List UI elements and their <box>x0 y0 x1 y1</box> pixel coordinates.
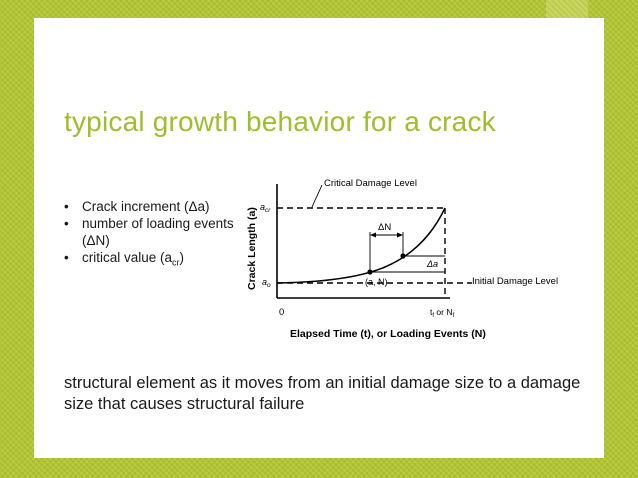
x-axis-label: Elapsed Time (t), or Loading Events (N) <box>290 328 486 340</box>
delta-n-label: ΔN <box>378 222 392 233</box>
slide-caption: structural element as it moves from an initial damage size to a damage size that causes structural failure <box>64 374 581 413</box>
bullet-item-loading-events: • number of loading events (ΔN) <box>64 215 234 249</box>
crack-growth-diagram <box>240 172 580 347</box>
origin-label: 0 <box>279 307 285 318</box>
y-axis-label: Crack Length (a) <box>246 207 258 290</box>
critical-damage-level-label: Critical Damage Level <box>324 178 417 189</box>
delta-n-arrowhead-left <box>370 233 376 238</box>
bullet-item-critical-value: • critical value $(a_{cr})$ <box>64 249 234 272</box>
failure-point-label: $t_f$ or $N_f$ <box>430 307 455 319</box>
a0-label: $a_o$ <box>262 277 271 289</box>
initial-damage-level-label: Initial Damage Level <box>472 276 559 287</box>
bullet-list <box>64 198 234 272</box>
point-a-n-label: (a, N) <box>365 277 388 287</box>
critical-label-leader <box>312 185 322 207</box>
acr-label: $a_{cr}$ <box>260 202 271 214</box>
delta-n-arrowhead-right <box>397 233 403 238</box>
bullet-item-crack-increment: • Crack increment (Δa) <box>64 198 234 215</box>
slide-title: typical growth behavior for a crack <box>64 106 496 137</box>
delta-a-label: Δa <box>427 259 439 269</box>
